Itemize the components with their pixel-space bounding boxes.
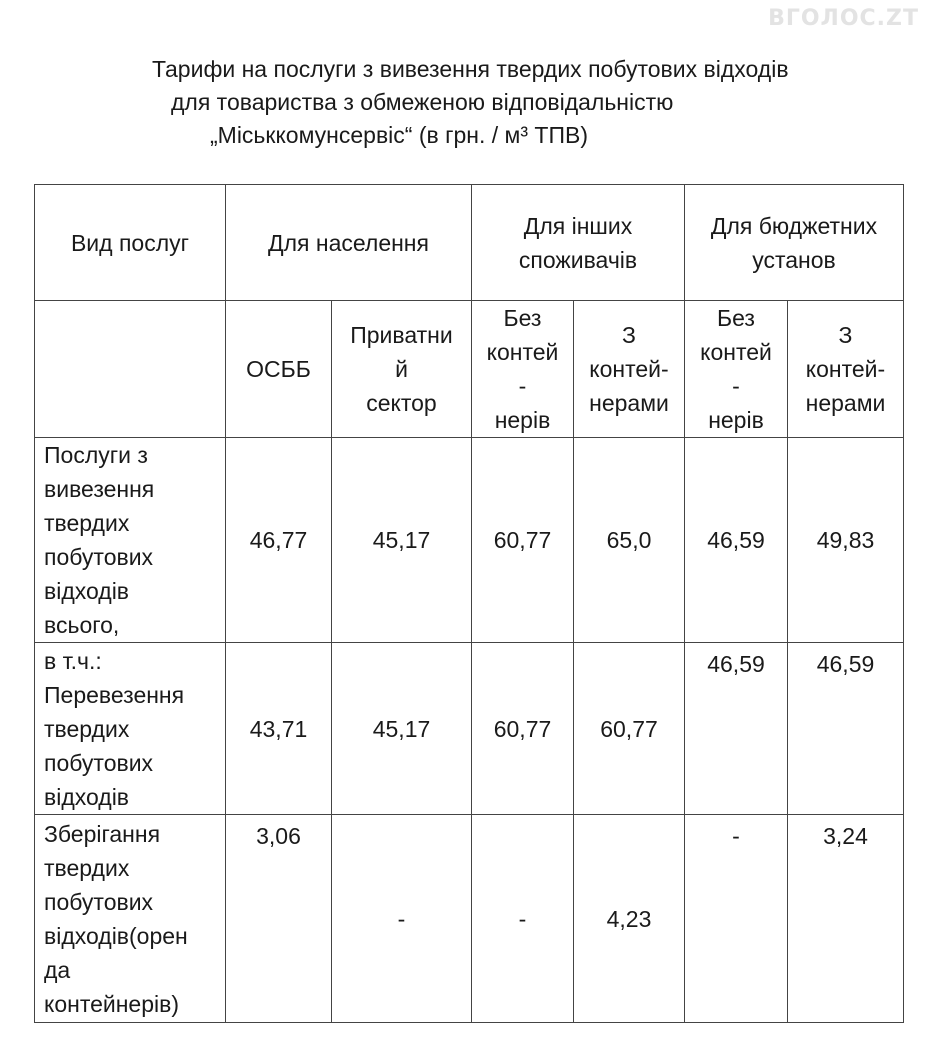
value-cell: 4,23: [574, 815, 685, 1023]
value-cell: -: [685, 815, 788, 1023]
table-row: [35, 815, 904, 1023]
title-line-2: для товариства з обмеженою відповідальністю: [171, 89, 674, 115]
row-label: Зберігання твердих побутових відходів(орен да контейнерів): [35, 815, 226, 1023]
subheader-empty: [35, 301, 226, 438]
header-budget-institutions: Для бюджетних установ: [685, 185, 904, 301]
subheader-budget-with-containers: З контей- нерами: [788, 301, 904, 438]
row-label: в т.ч.: Перевезення твердих побутових відходів: [35, 643, 226, 815]
header-service-type: Вид послуг: [35, 185, 226, 301]
value-cell: 3,06: [226, 815, 332, 1023]
value-cell: 45,17: [332, 643, 472, 815]
header-population: Для населення: [226, 185, 472, 301]
value-cell: 45,17: [332, 438, 472, 643]
header-other-consumers: Для інших споживачів: [472, 185, 685, 301]
value-cell: 46,59: [685, 438, 788, 643]
subheader-osbb: ОСББ: [226, 301, 332, 438]
row-label: Послуги з вивезення твердих побутових відходів всього,: [35, 438, 226, 643]
table-row: [35, 643, 904, 815]
value-cell: 43,71: [226, 643, 332, 815]
value-cell: -: [472, 815, 574, 1023]
value-cell: 46,59: [685, 643, 788, 815]
title-line-1: Тарифи на послуги з вивезення твердих побутових відходів: [152, 56, 789, 82]
subheader-budget-without-containers: Без контей - нерів: [685, 301, 788, 438]
value-cell: 60,77: [472, 643, 574, 815]
tariff-table: [34, 184, 904, 1023]
value-cell: 46,77: [226, 438, 332, 643]
value-cell: 60,77: [472, 438, 574, 643]
subheader-other-with-containers: З контей- нерами: [574, 301, 685, 438]
value-cell: 3,24: [788, 815, 904, 1023]
header-row: [35, 185, 904, 301]
value-cell: 60,77: [574, 643, 685, 815]
value-cell: 46,59: [788, 643, 904, 815]
value-cell: 49,83: [788, 438, 904, 643]
subheader-row: [35, 301, 904, 438]
subheader-private-sector: Приватни й сектор: [332, 301, 472, 438]
site-watermark: ВГОЛОС.ZT: [768, 6, 919, 31]
value-cell: -: [332, 815, 472, 1023]
subheader-other-without-containers: Без контей - нерів: [472, 301, 574, 438]
value-cell: 65,0: [574, 438, 685, 643]
table-row: [35, 438, 904, 643]
title-line-3: „Міськкомунсервіс“ (в грн. / м³ ТПВ): [210, 122, 588, 148]
